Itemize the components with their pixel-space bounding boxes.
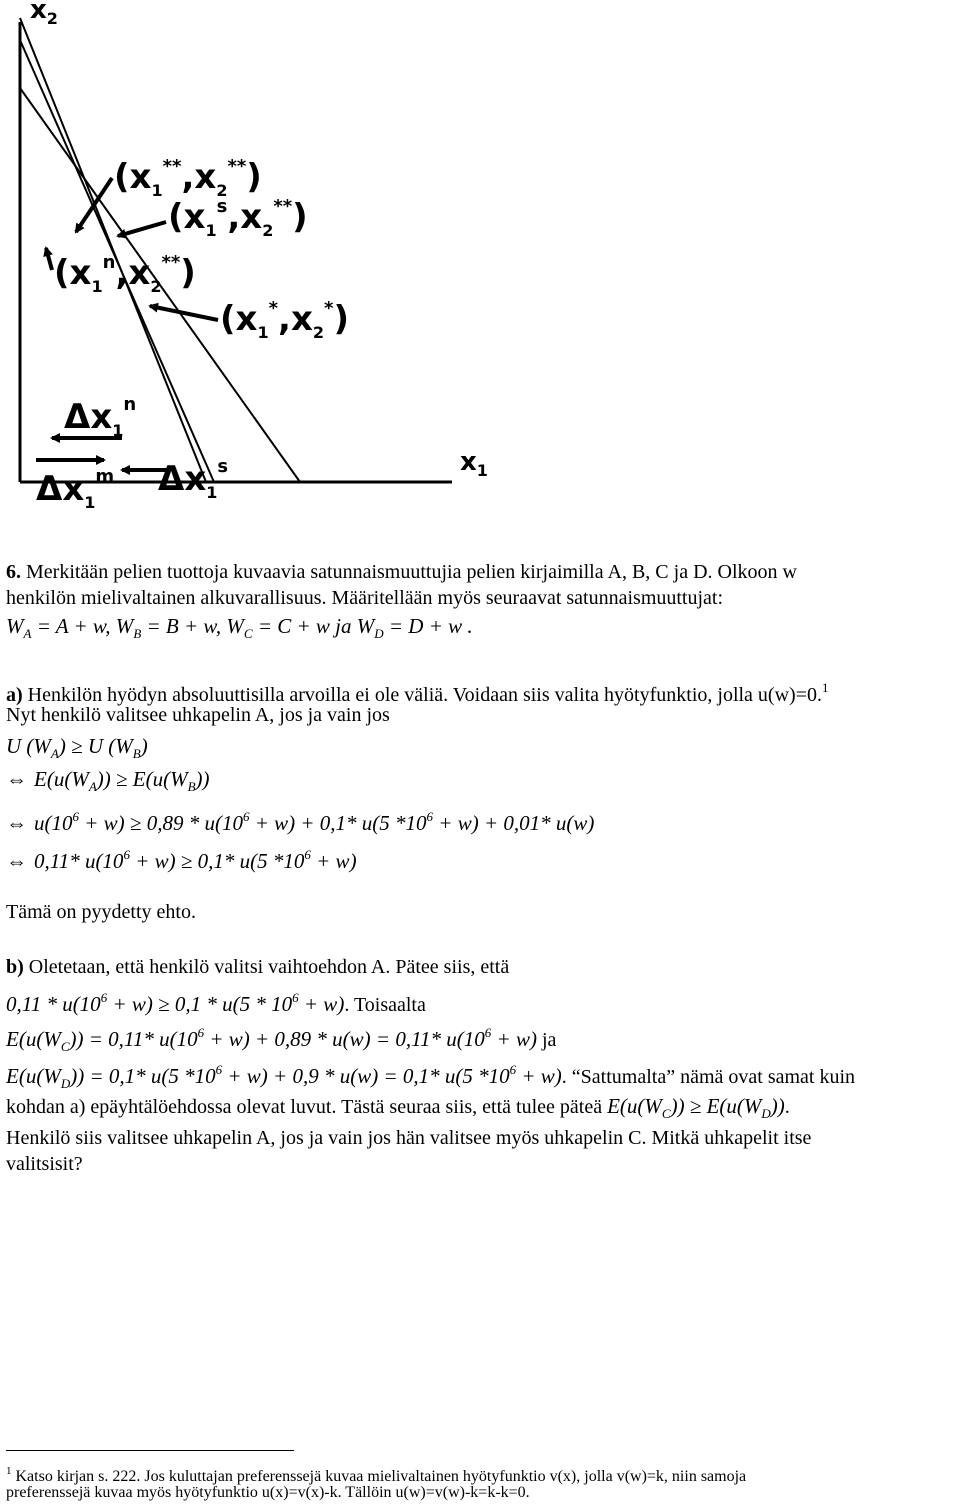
delta-label-s: $\Delta x_1^s$ — [158, 456, 229, 502]
x-axis-label: $x_1$ — [460, 447, 488, 480]
footnote-line-2: preferenssejä kuvaa myös hyötyfunktio u(x)=v(x)-k. Tällöin u(w)=v(w)-k=k-k=0. — [6, 1484, 530, 1501]
equation-utility: U $(W_A) \ge U$ $(W_B)$ — [6, 734, 148, 761]
part-b-line-7: valitsisit? — [6, 1153, 83, 1175]
footnote-number: 1 — [6, 1465, 12, 1477]
y-axis-label: $x_2$ — [30, 0, 58, 28]
definitions-equation: $W_A = A + w$, $W_B = B + w$, $W_C = C + w$ ja $W_D = D + w$ . — [6, 614, 473, 641]
footnote-ref: 1 — [821, 680, 829, 695]
delta-label-n: $\Delta x_1^n$ — [64, 394, 137, 440]
part-a-label: a) — [6, 684, 23, 706]
part-b-label: b) — [6, 956, 24, 978]
part-a-conclusion: Tämä on pyydetty ehto. — [6, 901, 196, 923]
equation-expanded: ⇔ $u(10^6 + w) \ge 0,89 * u(10^6 + w) + 0,1*$ u(5 $*10^6 + w) + 0,01*$ u(w) — [6, 809, 595, 835]
equation-b1: $0,11 * u(10^6 + w) \ge 0,1 * u(5 * 10^6 + w)$ — [6, 990, 345, 1016]
q6-intro-line-1 — [6, 560, 797, 584]
delta-label-m: $\Delta x_1^m$ — [36, 466, 115, 512]
equation-expected-utility: ⇔ $E(u(W_A)) \ge E(u(W_B))$ — [6, 767, 210, 794]
iff-symbol: ⇔ — [6, 767, 27, 791]
arrow-point-1 — [76, 178, 112, 232]
part-b-line-1: b) Oletetaan, että henkilö valitsi vaihtoehdon A. Pätee siis, että — [6, 956, 510, 978]
part-b-line-3: $E(u(W_C)) = 0,11*$ $u(10^6 + w) + 0,89 * u(w) = 0,11*$ $u(10^6 + w)$ ja — [6, 1025, 557, 1054]
point-label-2: $(x_1^s,x_2^{**})$ — [168, 196, 308, 240]
part-b-line-5: kohdan a) epäyhtälöehdossa olevat luvut. Tästä seuraa siis, että tulee päteä $E(u(W_C)) \ge E(u(W_D))$. — [6, 1094, 790, 1121]
equation-b4: $E(u(W_C)) \ge E(u(W_D))$ — [607, 1094, 785, 1121]
q6-intro-line-2: henkilön mielivaltainen alkuvarallisuus. Määritellään myös seuraavat satunnaismuuttujat: — [6, 587, 724, 609]
part-b-line-6: Henkilö siis valitsee uhkapelin A, jos ja vain jos hän valitsee myös uhkapelin C. Mitkä uhkapelit itse — [6, 1127, 812, 1149]
equation-b2: $E(u(W_C)) = 0,11*$ $u(10^6 + w) + 0,89 * u(w) = 0,11*$ $u(10^6 + w)$ — [6, 1025, 537, 1054]
q6-intro: Merkitään pelien tuottoja kuvaavia satunnaismuuttujia pelien kirjaimilla A, B, C ja D. Olkoon w — [21, 561, 797, 583]
question-number: 6. — [6, 561, 21, 583]
iff-symbol: ⇔ — [6, 811, 27, 835]
part-a-line-1: a) Henkilön hyödyn absoluuttisilla arvoilla ei ole väliä. Voidaan siis valita hyötyfunktio, jolla u(w)=0.$^1$ — [6, 680, 829, 706]
arrow-point-3 — [46, 248, 52, 270]
part-a-line-2: Nyt henkilö valitsee uhkapelin A, jos ja vain jos — [6, 704, 390, 726]
iff-symbol: ⇔ — [6, 849, 27, 873]
point-label-3: $(x_1^n,x_2^{**})$ — [54, 252, 196, 296]
footnote-divider — [6, 1450, 294, 1451]
footnote-line-1: $^1$ Katso kirjan s. 222. Jos kuluttajan preferenssejä kuvaa mielivaltainen hyötyfunktio v(x), jolla v(w)=k, niin samoja — [6, 1465, 747, 1485]
arrow-point-2 — [118, 222, 166, 236]
equation-b3: $E(u(W_D)) = 0,1*$ u(5 $*10^6 + w) + 0,9 * u(w) = 0,1*$ u(5 $*10^6 + w$) — [6, 1062, 562, 1091]
point-label-1: $(x_1^{**},x_2^{**})$ — [114, 156, 262, 200]
part-b-line-4: $E(u(W_D)) = 0,1*$ u(5 $*10^6 + w) + 0,9 * u(w) = 0,1*$ u(5 $*10^6 + w$). “Sattumalta” nämä ovat samat kuin — [6, 1062, 856, 1091]
point-label-4: $(x_1^*,x_2^*)$ — [220, 298, 350, 342]
part-b-line-2: $0,11 * u(10^6 + w) \ge 0,1 * u(5 * 10^6 + w)$. Toisaalta — [6, 990, 426, 1016]
equation-simplified: ⇔ 0,11* $u(10^6 + w) \ge 0,1*$ u(5 $*10^6 + w$) — [6, 847, 357, 873]
indifference-curve-figure — [0, 0, 560, 520]
